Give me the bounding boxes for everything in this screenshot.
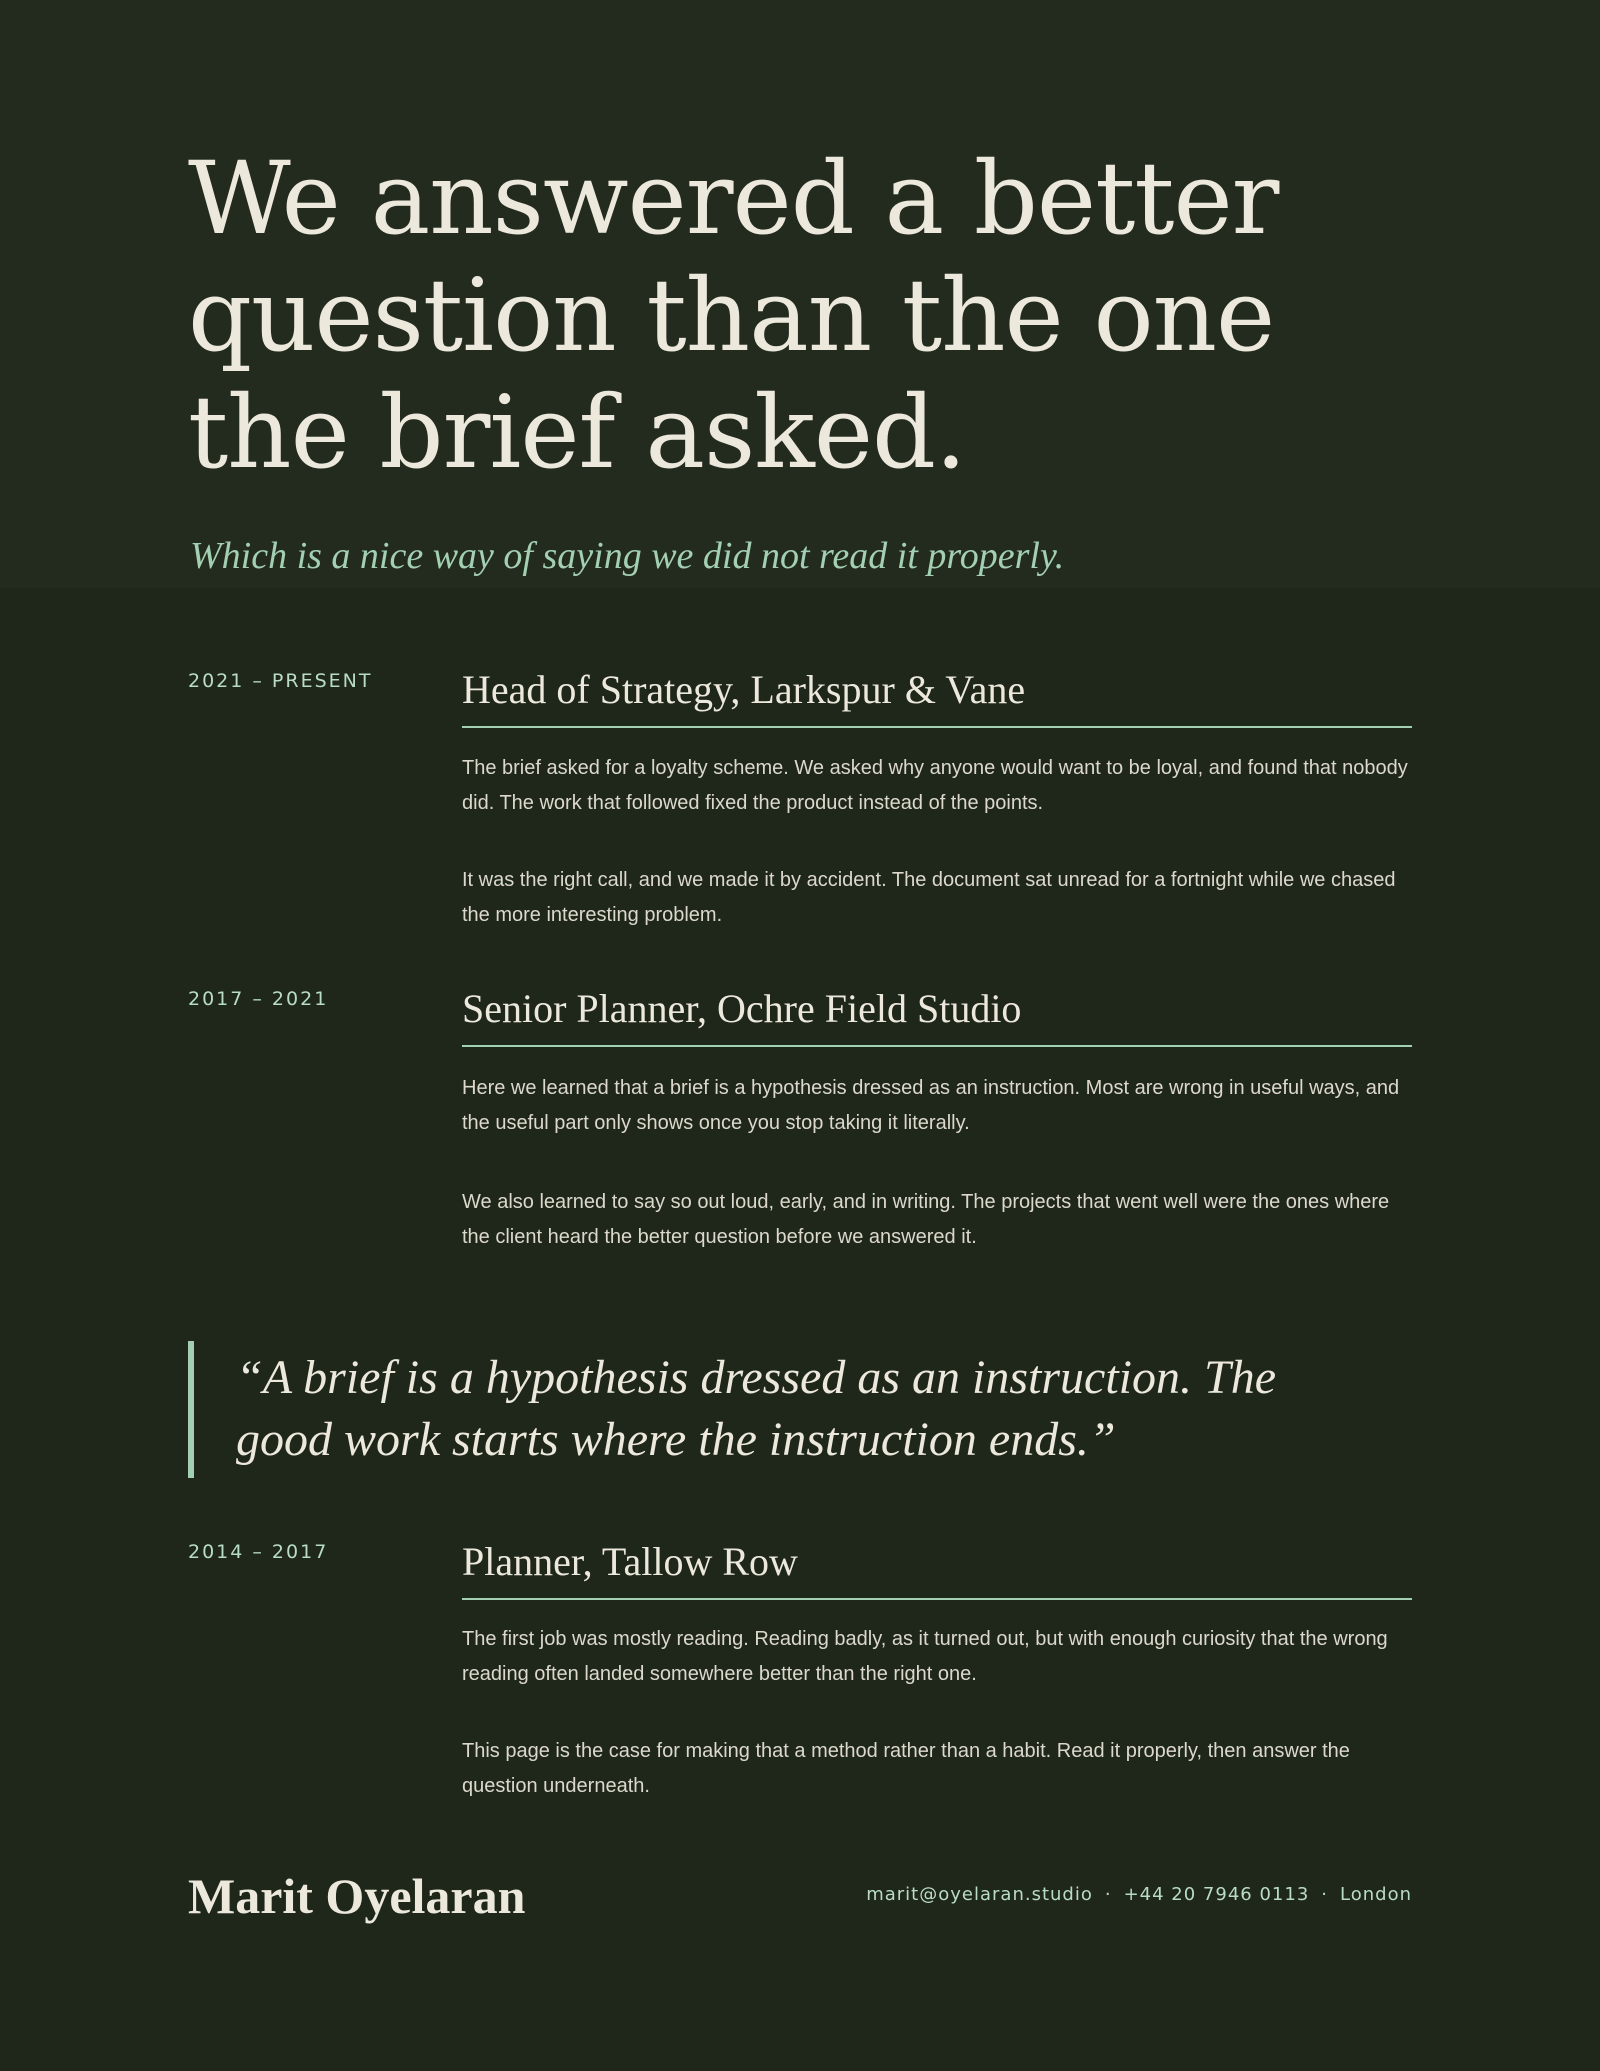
contact-line bbox=[866, 1884, 1412, 1905]
contact-separator: · bbox=[1321, 1884, 1329, 1905]
role-dates: 2021 – PRESENT bbox=[188, 670, 373, 692]
author-name: Marit Oyelaran bbox=[188, 1868, 526, 1924]
contact-separator: · bbox=[1104, 1884, 1112, 1905]
role-dates: 2017 – 2021 bbox=[188, 988, 329, 1010]
page-title: We answered a better question than the one the brief asked. bbox=[188, 140, 1279, 491]
role-dates: 2014 – 2017 bbox=[188, 1541, 329, 1563]
hero-section bbox=[0, 0, 1600, 588]
role-paragraph: The brief asked for a loyalty scheme. We asked why anyone would want to be loyal, and found that nobody did. The work that followed fixed the product instead of the points. bbox=[462, 757, 1408, 814]
pull-quote-text: “A brief is a hypothesis dressed as an instruction. The good work starts where the instruction ends.” bbox=[236, 1351, 1277, 1466]
role-paragraph: We also learned to say so out loud, early, and in writing. The projects that went well were the ones where the client heard the better question before we answered it. bbox=[462, 1191, 1390, 1248]
role-title: Planner, Tallow Row bbox=[462, 1537, 1412, 1600]
role-paragraph: The first job was mostly reading. Reading badly, as it turned out, but with enough curiosity that the wrong reading often landed somewhere better than the right one. bbox=[462, 1628, 1388, 1685]
role-title: Senior Planner, Ochre Field Studio bbox=[462, 984, 1412, 1047]
role-paragraph: It was the right call, and we made it by accident. The document sat unread for a fortnight while we chased the more interesting problem. bbox=[462, 869, 1396, 926]
contact-email[interactable]: marit@oyelaran.studio bbox=[866, 1884, 1093, 1905]
role-title: Head of Strategy, Larkspur & Vane bbox=[462, 665, 1412, 728]
role-paragraph: This page is the case for making that a method rather than a habit. Read it properly, then answer the question underneath. bbox=[462, 1740, 1350, 1797]
page-subtitle: Which is a nice way of saying we did not read it properly. bbox=[190, 535, 1065, 577]
contact-city: London bbox=[1340, 1884, 1412, 1905]
role-paragraph: Here we learned that a brief is a hypothesis dressed as an instruction. Most are wrong in useful ways, and the useful part only shows once you stop taking it literally. bbox=[462, 1077, 1400, 1134]
contact-phone[interactable]: +44 20 7946 0113 bbox=[1123, 1884, 1310, 1905]
pull-quote bbox=[188, 1341, 1288, 1478]
